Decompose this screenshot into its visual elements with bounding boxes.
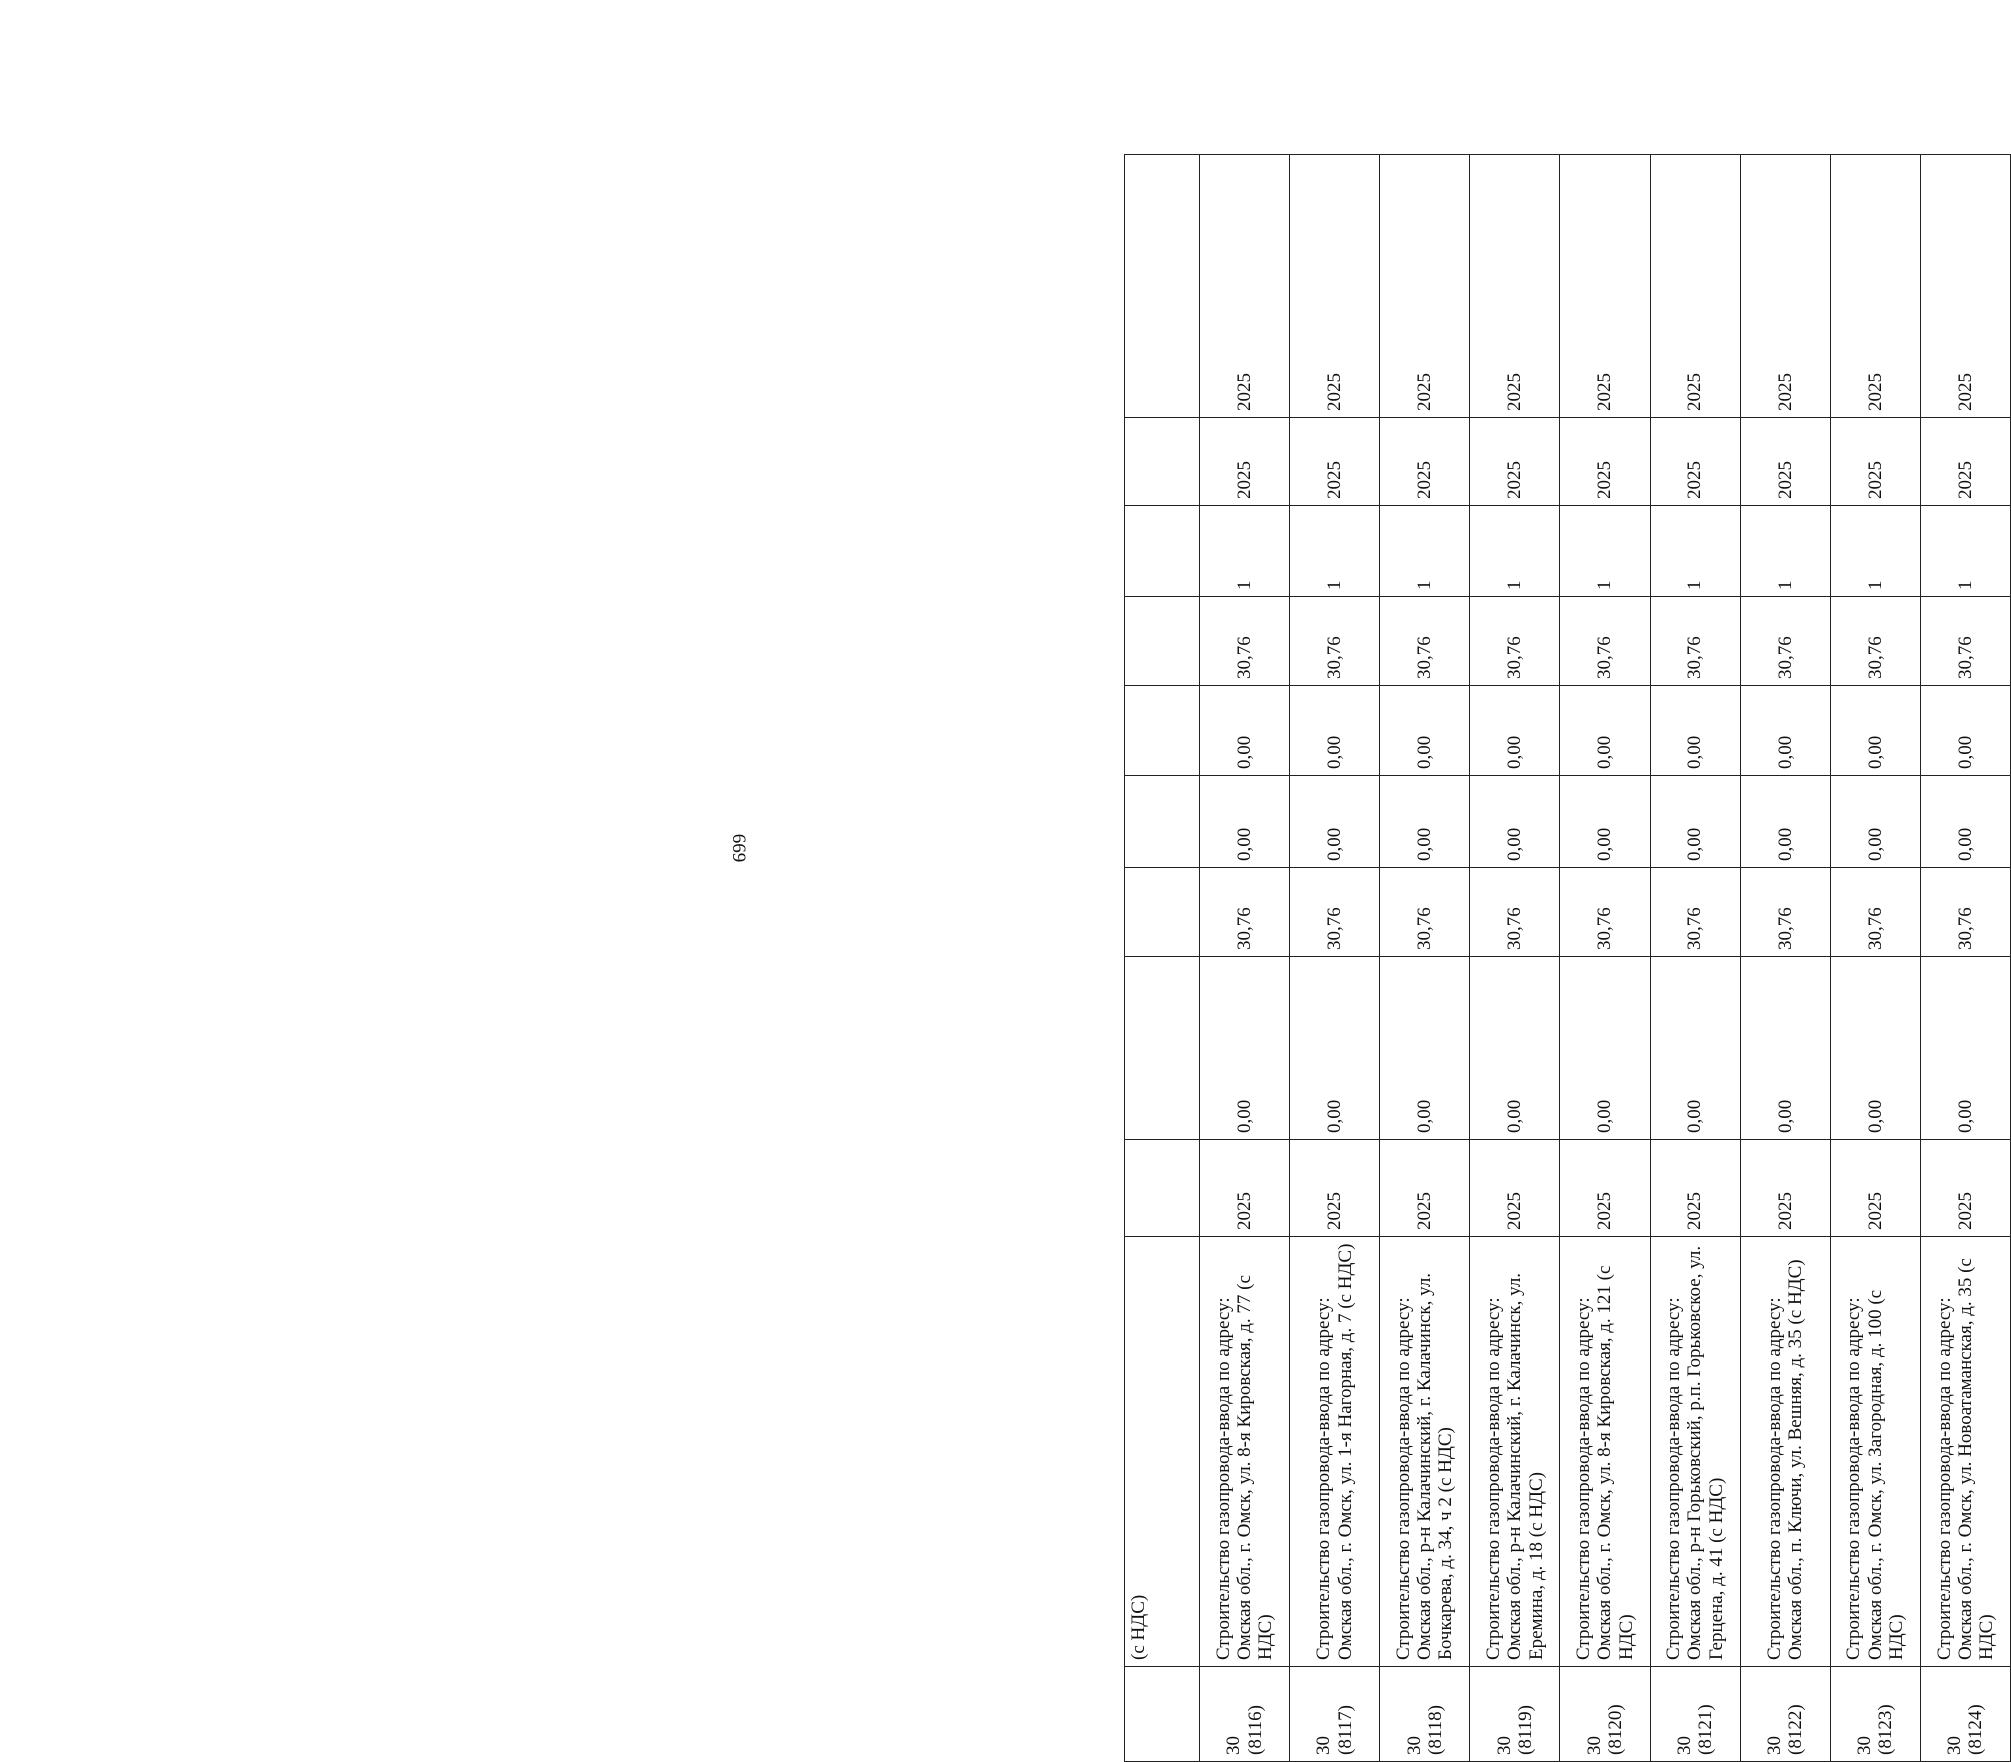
cell-value-1: 0,00 — [1830, 957, 1920, 1140]
cell-year-a: 2025 — [1830, 418, 1920, 506]
cell-value-3: 0,00 — [1650, 776, 1740, 868]
row-code: (8124) — [1965, 1704, 1987, 1755]
cell-num — [1380, 1667, 1470, 1762]
table-row — [1650, 155, 1740, 1762]
cell-value-1: 0,00 — [1290, 957, 1380, 1140]
cell-num — [1560, 1667, 1650, 1762]
cell-year-a: 2025 — [1740, 418, 1830, 506]
cell-num — [1125, 1667, 1200, 1762]
cell-value-3: 0,00 — [1290, 776, 1380, 868]
cell-year-start: 2025 — [1830, 1140, 1920, 1237]
cell-num — [1650, 1667, 1740, 1762]
row-number: 30 — [1673, 1736, 1695, 1755]
row-number: 30 — [1313, 1736, 1335, 1755]
cell-year-start: 2025 — [1560, 1140, 1650, 1237]
cell-count: 1 — [1560, 506, 1650, 597]
cell-value-5: 30,76 — [1920, 597, 2010, 686]
cell-count: 1 — [1650, 506, 1740, 597]
cell-value-2 — [1125, 868, 1200, 957]
cell-year-b: 2025 — [1380, 155, 1470, 418]
cell-year-start: 2025 — [1920, 1140, 2010, 1237]
cell-value-5: 30,76 — [1380, 597, 1470, 686]
row-code: (8120) — [1605, 1704, 1626, 1755]
cell-name: Строительство газопровода-ввода по адресу: Омская обл., г. Омск, ул. 8-я Кировская, д. 77 (с НДС) — [1200, 1237, 1290, 1667]
table-row — [1920, 155, 2010, 1762]
table-row — [1740, 155, 1830, 1762]
cell-value-5 — [1125, 597, 1200, 686]
row-number: 30 — [1223, 1736, 1245, 1755]
cell-value-4: 0,00 — [1470, 686, 1560, 776]
row-number: 30 — [1944, 1736, 1966, 1755]
table-row — [1560, 155, 1650, 1762]
cell-value-4 — [1125, 686, 1200, 776]
cell-value-1: 0,00 — [1560, 957, 1650, 1140]
row-code: (8116) — [1244, 1705, 1266, 1755]
cell-num — [1290, 1667, 1380, 1762]
table-continuation-row — [1125, 155, 1200, 1762]
cell-year-start — [1125, 1140, 1200, 1237]
cell-value-2: 30,76 — [1830, 868, 1920, 957]
rotated-table-container — [1124, 155, 2011, 1762]
cell-value-4: 0,00 — [1290, 686, 1380, 776]
cell-value-3: 0,00 — [1380, 776, 1470, 868]
table-row — [1830, 155, 1920, 1762]
table-row — [1290, 155, 1380, 1762]
cell-value-1: 0,00 — [1380, 957, 1470, 1140]
row-code: (8117) — [1334, 1705, 1356, 1755]
row-number: 30 — [1403, 1736, 1425, 1755]
table-row — [1470, 155, 1560, 1762]
cell-num — [1470, 1667, 1560, 1762]
cell-year-a: 2025 — [1560, 418, 1650, 506]
cell-value-4: 0,00 — [1380, 686, 1470, 776]
cell-year-a: 2025 — [1920, 418, 2010, 506]
cell-value-5: 30,76 — [1830, 597, 1920, 686]
cell-value-2: 30,76 — [1470, 868, 1560, 957]
table-row — [1200, 155, 1290, 1762]
row-number: 30 — [1854, 1736, 1876, 1755]
page-number: 669 — [728, 833, 749, 863]
cell-name: Строительство газопровода-ввода по адресу: Омская обл., г. Омск, ул. Загородная, д. 100 (с НДС) — [1830, 1237, 1920, 1667]
cell-value-5: 30,76 — [1470, 597, 1560, 686]
cell-name: Строительство газопровода-ввода по адресу: Омская обл., р-н Горьковский, р.п. Горьковское, ул. Герцена, д. 41 (с НДС) — [1650, 1237, 1740, 1667]
cell-year-start: 2025 — [1650, 1140, 1740, 1237]
cell-value-3: 0,00 — [1740, 776, 1830, 868]
cell-year-a: 2025 — [1470, 418, 1560, 506]
cell-value-5: 30,76 — [1290, 597, 1380, 686]
cell-value-1: 0,00 — [1470, 957, 1560, 1140]
cell-year-b: 2025 — [1560, 155, 1650, 418]
cell-year-b — [1125, 155, 1200, 418]
cell-value-2: 30,76 — [1200, 868, 1290, 957]
cell-name: Строительство газопровода-ввода по адресу: Омская обл., г. Омск, ул. Новоатаманская, д. 35 (с НДС) — [1920, 1237, 2010, 1667]
row-code: (8123) — [1875, 1704, 1897, 1755]
cell-value-3: 0,00 — [1200, 776, 1290, 868]
cell-year-b: 2025 — [1200, 155, 1290, 418]
cell-name: Строительство газопровода-ввода по адресу: Омская обл., п. Ключи, ул. Вешняя, д. 35 (с НДС) — [1740, 1237, 1830, 1667]
cell-year-start: 2025 — [1740, 1140, 1830, 1237]
cell-year-b: 2025 — [1290, 155, 1380, 418]
cell-name: Строительство газопровода-ввода по адресу: Омская обл., г. Омск, ул. 1-я Нагорная, д. 7 (с НДС) — [1290, 1237, 1380, 1667]
cell-count: 1 — [1200, 506, 1290, 597]
cell-year-b: 2025 — [1830, 155, 1920, 418]
row-code: (8119) — [1514, 1705, 1536, 1755]
row-code: (8121) — [1695, 1704, 1717, 1755]
cell-year-a — [1125, 418, 1200, 506]
cell-year-a: 2025 — [1290, 418, 1380, 506]
cell-value-4: 0,00 — [1200, 686, 1290, 776]
cell-year-b: 2025 — [1740, 155, 1830, 418]
cell-count: 1 — [1380, 506, 1470, 597]
cell-value-2: 30,76 — [1650, 868, 1740, 957]
row-number: 30 — [1763, 1736, 1785, 1755]
cell-value-1 — [1125, 957, 1200, 1140]
cell-value-2: 30,76 — [1560, 868, 1650, 957]
cell-value-5: 30,76 — [1650, 597, 1740, 686]
table-row — [1380, 155, 1470, 1762]
cell-year-start: 2025 — [1470, 1140, 1560, 1237]
cell-value-4: 0,00 — [1920, 686, 2010, 776]
cell-count: 1 — [1920, 506, 2010, 597]
cell-year-a: 2025 — [1200, 418, 1290, 506]
cell-value-4: 0,00 — [1740, 686, 1830, 776]
cell-value-2: 30,76 — [1380, 868, 1470, 957]
cell-year-a: 2025 — [1380, 418, 1470, 506]
cell-year-a: 2025 — [1650, 418, 1740, 506]
cell-value-2: 30,76 — [1920, 868, 2010, 957]
investment-table — [1124, 154, 2011, 1762]
cell-value-3: 0,00 — [1470, 776, 1560, 868]
cell-name: Строительство газопровода-ввода по адресу: Омская обл., г. Омск, ул. 8-я Кировская, д. 121 (с НДС) — [1560, 1237, 1650, 1667]
cell-year-start: 2025 — [1380, 1140, 1470, 1237]
cell-value-1: 0,00 — [1200, 957, 1290, 1140]
cell-value-5: 30,76 — [1200, 597, 1290, 686]
cell-value-3 — [1125, 776, 1200, 868]
row-code: (8122) — [1785, 1704, 1807, 1755]
cell-value-1: 0,00 — [1650, 957, 1740, 1140]
cell-value-3: 0,00 — [1830, 776, 1920, 868]
cell-num — [1830, 1667, 1920, 1762]
cell-year-start: 2025 — [1200, 1140, 1290, 1237]
cell-count: 1 — [1470, 506, 1560, 597]
cell-num — [1740, 1667, 1830, 1762]
cell-value-1: 0,00 — [1920, 957, 2010, 1140]
cell-name: Строительство газопровода-ввода по адресу: Омская обл., р-н Калачинский, г. Калачинск, ул. Еремина, д. 18 (с НДС) — [1470, 1237, 1560, 1667]
row-number: 30 — [1493, 1736, 1515, 1755]
cell-value-4: 0,00 — [1830, 686, 1920, 776]
cell-year-b: 2025 — [1650, 155, 1740, 418]
cell-value-5: 30,76 — [1740, 597, 1830, 686]
cell-value-1: 0,00 — [1740, 957, 1830, 1140]
cell-year-b: 2025 — [1470, 155, 1560, 418]
cell-num — [1200, 1667, 1290, 1762]
cell-value-5: 30,76 — [1560, 597, 1650, 686]
cell-num — [1920, 1667, 2010, 1762]
row-code: (8118) — [1424, 1705, 1446, 1755]
cell-name: (с НДС) — [1125, 1237, 1200, 1667]
cell-value-2: 30,76 — [1740, 868, 1830, 957]
row-number: 30 — [1583, 1736, 1605, 1755]
cell-count: 1 — [1740, 506, 1830, 597]
cell-value-3: 0,00 — [1920, 776, 2010, 868]
cell-value-2: 30,76 — [1290, 868, 1380, 957]
cell-year-b: 2025 — [1920, 155, 2010, 418]
cell-name: Строительство газопровода-ввода по адресу: Омская обл., р-н Калачинский, г. Калачинск, ул. Бочкарева, д. 34, ч 2 (с НДС) — [1380, 1237, 1470, 1667]
cell-value-4: 0,00 — [1650, 686, 1740, 776]
cell-count: 1 — [1290, 506, 1380, 597]
cell-year-start: 2025 — [1290, 1140, 1380, 1237]
cell-value-4: 0,00 — [1560, 686, 1650, 776]
cell-value-3: 0,00 — [1560, 776, 1650, 868]
cell-count: 1 — [1830, 506, 1920, 597]
cell-count — [1125, 506, 1200, 597]
